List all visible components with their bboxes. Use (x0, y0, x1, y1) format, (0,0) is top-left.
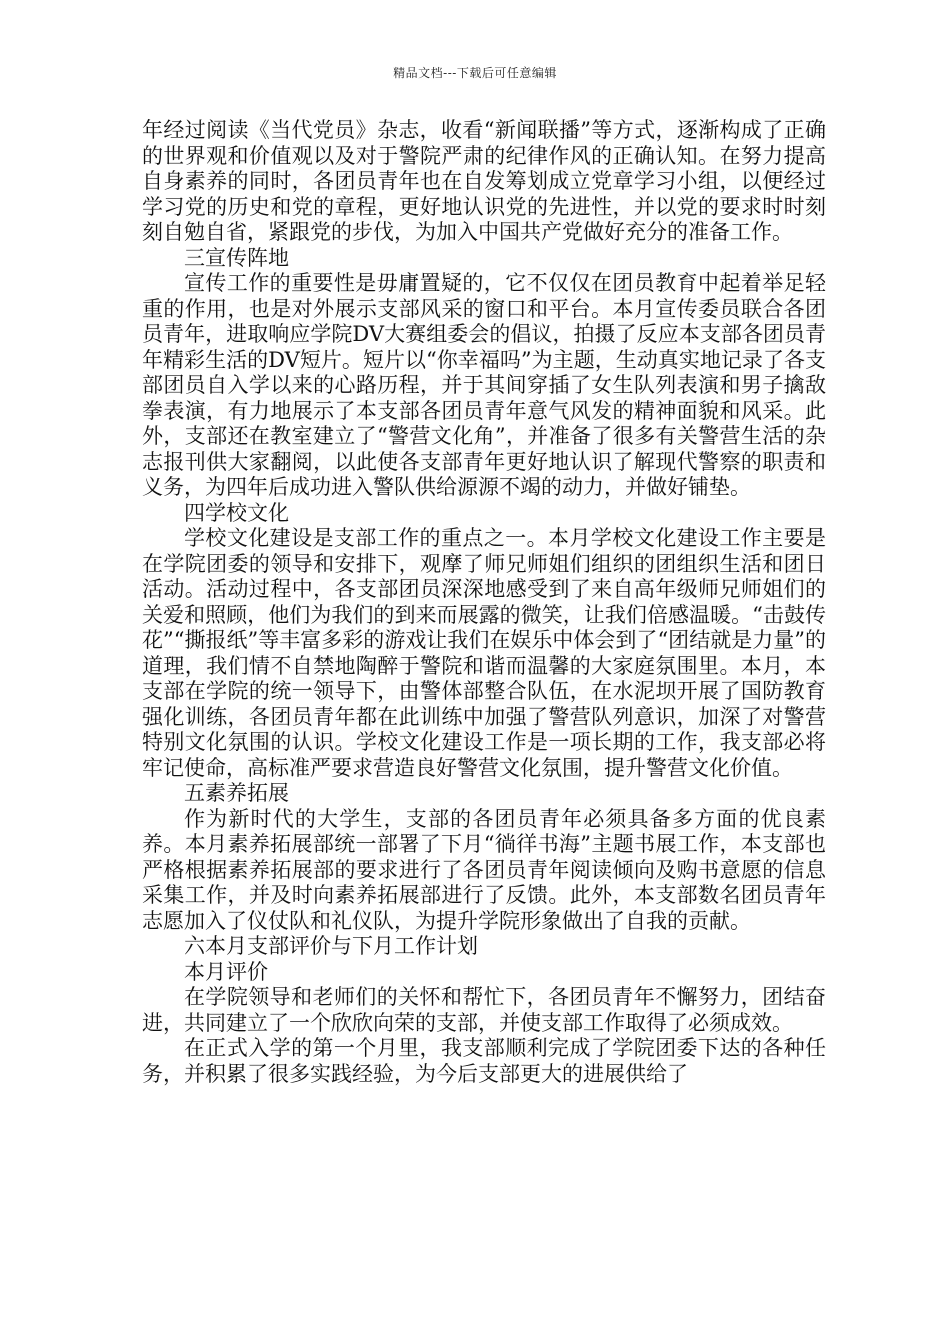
section-heading-propaganda: 三宣传阵地 (184, 245, 289, 270)
section-heading-quality-expansion: 五素养拓展 (184, 781, 289, 805)
paragraph-propaganda: 宣传工作的重要性是毋庸置疑的，它不仅仅在团员教育中起着举足轻重的作用，也是对外展示支部风采的窗口和平台。本月宣传委员联合各团员青年，进取响应学院DV大赛组委会的倡议，拍摄了反应本支部各团员青年精彩生活的DV短片。短片以“你幸福吗”为主题，生动真实地记录了各支部团员自入学以来的心路历程，并于其间穿插了女生队列表演和男子擒敌拳表演，有力地展示了本支部各团员青年意气风发的精神面貌和风采。此外，支部还在教室建立了“警营文化角”，并准备了很多有关警营生活的杂志报刊供大家翻阅，以此使各支部青年更好地认识了解现代警察的职责和义务，为四年后成功进入警队供给源源不竭的动力，并做好铺垫。 (142, 271, 826, 499)
section-heading-school-culture: 四学校文化 (184, 500, 289, 525)
paragraph-evaluation-2: 在正式入学的第一个月里，我支部顺利完成了学院团委下达的各种任务，并积累了很多实践经验，为今后支部更大的进展供给了 (142, 1036, 826, 1086)
section-heading-evaluation-plan: 六本月支部评价与下月工作计划 (184, 934, 478, 958)
paragraph-evaluation-1: 在学院领导和老师们的关怀和帮忙下，各团员青年不懈努力，团结奋进，共同建立了一个欣欣向荣的支部，并使支部工作取得了必须成效。 (142, 985, 826, 1035)
paragraph-quality-expansion: 作为新时代的大学生，支部的各团员青年必须具备多方面的优良素养。本月素养拓展部统一部署了下月“徜徉书海”主题书展工作，本支部也严格根据素养拓展部的要求进行了各团员青年阅读倾向及购书意愿的信息采集工作，并及时向素养拓展部进行了反馈。此外，本支部数名团员青年志愿加入了仪仗队和礼仪队，为提升学院形象做出了自我的贡献。 (142, 806, 826, 933)
subheading-monthly-evaluation: 本月评价 (184, 959, 268, 984)
document-body (142, 118, 826, 1087)
paragraph-continuation: 年经过阅读《当代党员》杂志，收看“新闻联播”等方式，逐渐构成了正确的世界观和价值观以及对于警院严肃的纪律作风的正确认知。在努力提高自身素养的同时，各团员青年也在自发筹划成立党章学习小组，以便经过学习党的历史和党的章程，更好地认识党的先进性，并以党的要求时时刻刻自勉自省，紧跟党的步伐，为加入中国共产党做好充分的准备工作。 (142, 118, 826, 244)
page-header: 精品文档---下载后可任意编辑 (393, 66, 557, 80)
paragraph-school-culture: 学校文化建设是支部工作的重点之一。本月学校文化建设工作主要是在学院团委的领导和安排下，观摩了师兄师姐们组织的团组织生活和团日活动。活动过程中，各支部团员深深地感受到了来自高年级师兄师姐们的关爱和照顾，他们为我们的到来而展露的微笑，让我们倍感温暖。“击鼓传花”“撕报纸”等丰富多彩的游戏让我们在娱乐中体会到了“团结就是力量”的道理，我们情不自禁地陶醉于警院和谐而温馨的大家庭氛围里。本月，本支部在学院的统一领导下，由警体部整合队伍，在水泥坝开展了国防教育强化训练，各团员青年都在此训练中加强了警营队列意识，加深了对警营特别文化氛围的认识。学校文化建设工作是一项长期的工作，我支部必将牢记使命，高标准严要求营造良好警营文化氛围，提升警营文化价值。 (142, 526, 826, 780)
